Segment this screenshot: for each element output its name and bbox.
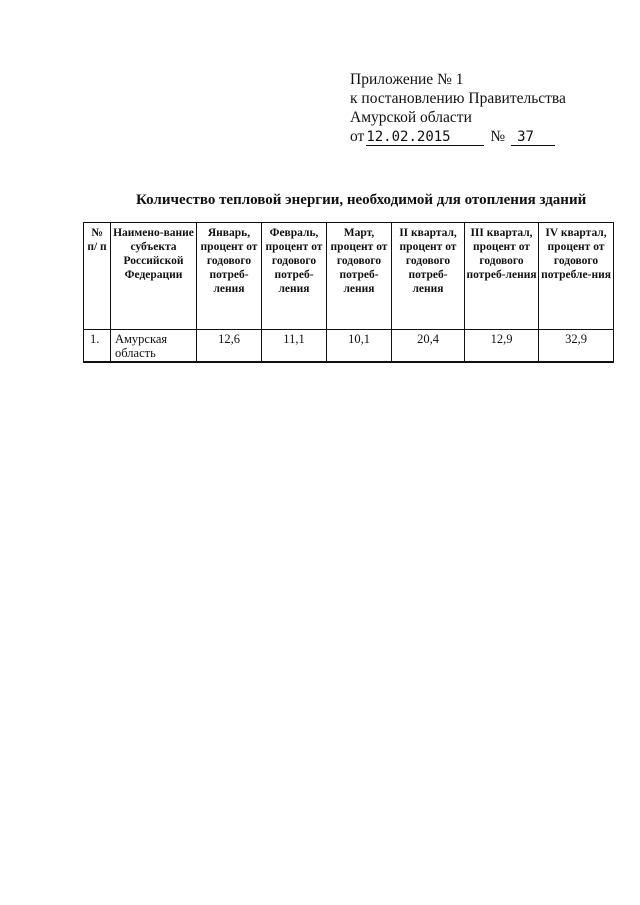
header-q3: III квартал, процент от годового потреб-ления bbox=[465, 223, 539, 330]
date-prefix: от bbox=[350, 128, 365, 145]
header-index: № п/ п bbox=[84, 223, 111, 330]
cell-q3: 12,9 bbox=[465, 330, 539, 363]
header-february: Февраль, процент от годового потреб-ления bbox=[262, 223, 327, 330]
decree-number: 37 bbox=[511, 129, 555, 146]
number-label: № bbox=[490, 128, 506, 145]
appendix-title: Приложение № 1 bbox=[350, 71, 464, 88]
heat-energy-table bbox=[83, 222, 614, 363]
decree-date: 12.02.2015 bbox=[366, 129, 484, 146]
header-q4: IV квартал, процент от годового потребле-ния bbox=[539, 223, 614, 330]
cell-january: 12,6 bbox=[197, 330, 262, 363]
appendix-header bbox=[350, 70, 566, 146]
header-region: Наимено-вание субъекта Российской Федерации bbox=[111, 223, 197, 330]
appendix-date-row bbox=[350, 127, 566, 146]
cell-q4: 32,9 bbox=[539, 330, 614, 363]
cell-march: 10,1 bbox=[327, 330, 392, 363]
cell-february: 11,1 bbox=[262, 330, 327, 363]
cell-region: Амурская область bbox=[111, 330, 197, 363]
table-header-row bbox=[84, 223, 614, 330]
header-q2: II квартал, процент от годового потреб-ления bbox=[392, 223, 465, 330]
appendix-reference: к постановлению Правительства bbox=[350, 90, 566, 107]
document-title: Количество тепловой энергии, необходимой для отопления зданий bbox=[136, 192, 587, 208]
cell-q2: 20,4 bbox=[392, 330, 465, 363]
header-march: Март, процент от годового потреб-ления bbox=[327, 223, 392, 330]
cell-index: 1. bbox=[84, 330, 111, 363]
appendix-region: Амурской области bbox=[350, 109, 472, 126]
table-row bbox=[84, 330, 614, 363]
header-january: Январь, процент от годового потреб-ления bbox=[197, 223, 262, 330]
